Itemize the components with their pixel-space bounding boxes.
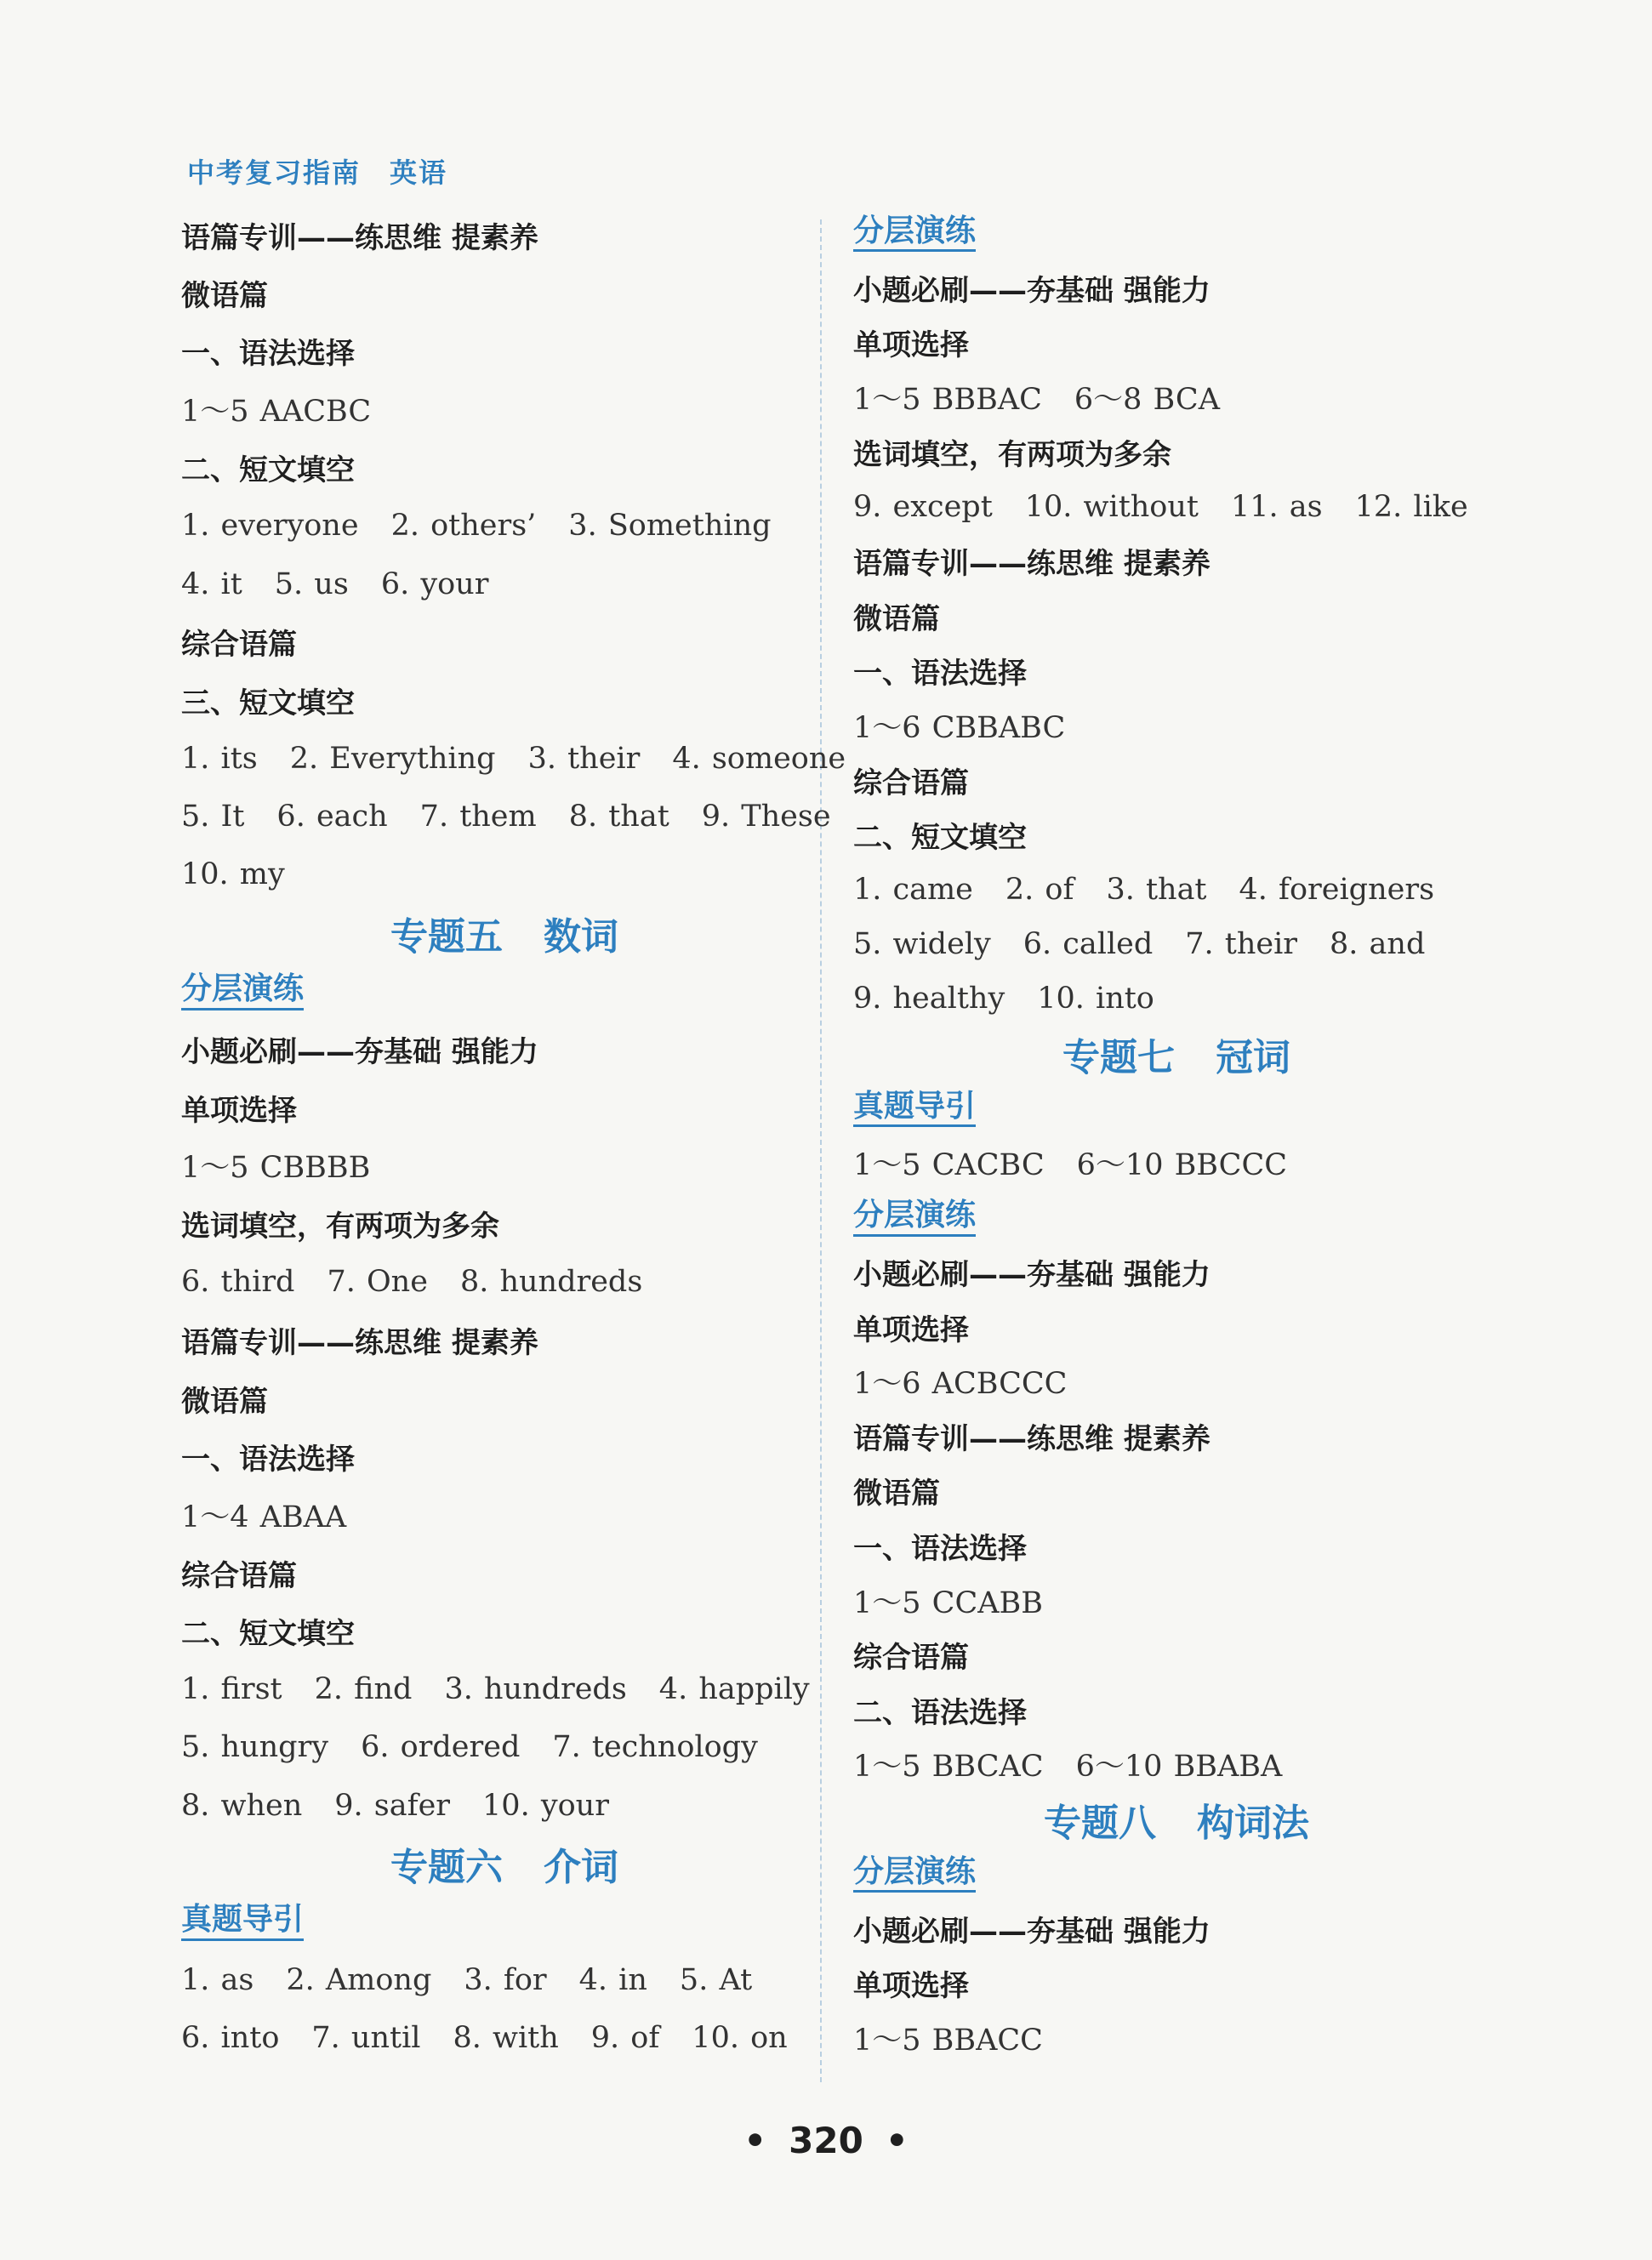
- answer-item: 9. except: [853, 489, 993, 524]
- heading-text: 小题必刷——夯基础 强能力: [853, 273, 1211, 308]
- heading-text: 综合语篇: [853, 766, 969, 800]
- answer-item: 1～5 AACBC: [181, 395, 372, 430]
- section-heading: [181, 1544, 828, 1602]
- answer-line: [853, 917, 1500, 971]
- tag-text: 分层演练: [853, 1198, 976, 1237]
- footer-dot-left: •: [743, 2120, 767, 2161]
- answer-line: [181, 555, 828, 612]
- section-heading: [853, 316, 1500, 370]
- answer-item: 1～6 CBBABC: [853, 710, 1066, 745]
- answer-item: 2. find: [314, 1671, 413, 1706]
- answer-line: [181, 1253, 828, 1311]
- answer-item: 2. of: [1005, 872, 1074, 907]
- answer-item: 6. into: [181, 2021, 280, 2056]
- answer-line: [853, 479, 1500, 533]
- page-footer: [0, 2120, 1652, 2161]
- section-heading: [181, 264, 828, 322]
- section-heading: [181, 1369, 828, 1427]
- heading-text: 语篇专训——练思维 提素养: [181, 1326, 538, 1361]
- section-heading: [853, 534, 1500, 589]
- heading-text: 语篇专训——练思维 提素养: [853, 547, 1211, 582]
- book-title: 中考复习指南: [187, 157, 362, 189]
- answer-item: 5. It: [181, 800, 245, 834]
- heading-text: 综合语篇: [181, 628, 297, 663]
- answer-item: 1. first: [181, 1671, 282, 1706]
- section-heading: [853, 424, 1500, 479]
- answer-item: 7. their: [1185, 927, 1298, 961]
- answer-line: [853, 971, 1500, 1026]
- answer-item: 6. called: [1023, 927, 1154, 961]
- answer-line: [181, 1951, 828, 2009]
- heading-text: 二、短文填空: [853, 820, 1027, 855]
- section-heading: [853, 260, 1500, 315]
- heading-text: 单项选择: [853, 1969, 969, 2004]
- section-heading: [853, 1518, 1500, 1573]
- answer-item: 1～5 CBBBB: [181, 1151, 371, 1186]
- heading-text: 二、短文填空: [181, 453, 355, 488]
- answer-line: [853, 2011, 1500, 2065]
- section-tag: [181, 1893, 828, 1950]
- answer-item: 6. ordered: [361, 1730, 521, 1765]
- heading-text: 一、语法选择: [853, 657, 1027, 692]
- answer-item: 4. happily: [658, 1671, 810, 1706]
- answer-item: 3. that: [1106, 872, 1207, 907]
- heading-text: 一、语法选择: [853, 1531, 1027, 1566]
- section-heading: [853, 753, 1500, 807]
- answer-item: 1. everyone: [181, 509, 359, 544]
- heading-text: 综合语篇: [181, 1558, 297, 1593]
- answer-item: 8. and: [1330, 927, 1426, 961]
- answer-line: [181, 788, 831, 845]
- section-tag: [853, 1081, 1500, 1136]
- answer-item: 8. with: [453, 2021, 559, 2056]
- topic-title: [181, 904, 828, 962]
- heading-text: 小题必刷——夯基础 强能力: [181, 1035, 538, 1070]
- heading-text: 单项选择: [853, 328, 969, 363]
- heading-text: 语篇专训——练思维 提素养: [181, 220, 538, 255]
- answer-item: 9. healthy: [853, 982, 1005, 1016]
- heading-text: 三、短文填空: [181, 686, 355, 720]
- heading-text: 综合语篇: [853, 1641, 969, 1676]
- heading-text: 微语篇: [181, 1384, 268, 1419]
- page-number: 320: [789, 2120, 863, 2161]
- section-heading: [853, 1409, 1500, 1464]
- answer-item: 1～5 BBCAC: [853, 1750, 1044, 1785]
- answer-item: 1～5 BBBAC: [853, 383, 1042, 418]
- answer-item: 8. that: [568, 800, 669, 834]
- section-heading: [181, 1427, 828, 1485]
- answer-item: 2. Among: [286, 1962, 432, 1997]
- answer-item: 6. each: [276, 800, 388, 834]
- answer-item: 9. safer: [334, 1788, 451, 1823]
- answer-item: 8. when: [181, 1788, 303, 1823]
- heading-text: 微语篇: [853, 601, 940, 636]
- tag-text: 分层演练: [181, 972, 304, 1010]
- section-heading: [853, 643, 1500, 697]
- answer-item: 5. widely: [853, 927, 991, 961]
- answer-item: 1～5 CACBC: [853, 1148, 1045, 1183]
- answer-item: 5. hungry: [181, 1730, 329, 1765]
- page-header: [187, 151, 447, 191]
- topic-name: 数词: [544, 914, 618, 959]
- answer-item: 2. Everything: [289, 741, 496, 776]
- tag-text: 真题导引: [181, 1903, 304, 1941]
- answer-item: 7. them: [419, 800, 537, 834]
- heading-text: 二、短文填空: [181, 1617, 355, 1652]
- answer-item: 9. These: [701, 800, 831, 834]
- answer-item: 1～5 BBACC: [853, 2023, 1043, 2058]
- topic-title: [853, 1792, 1500, 1847]
- section-heading: [181, 1195, 828, 1253]
- answer-item: 3. hundreds: [444, 1671, 627, 1706]
- heading-text: 单项选择: [181, 1093, 297, 1128]
- section-heading: [853, 1628, 1500, 1682]
- section-heading: [181, 1020, 828, 1078]
- answer-item: 1. its: [181, 741, 258, 776]
- heading-text: 二、语法选择: [853, 1695, 1027, 1730]
- heading-text: 语篇专训——练思维 提素养: [853, 1422, 1211, 1457]
- topic-name: 冠词: [1216, 1035, 1290, 1079]
- section-heading: [181, 206, 828, 264]
- answer-line: [853, 1354, 1500, 1409]
- answer-item: 8. hundreds: [459, 1265, 643, 1300]
- answer-line: [181, 730, 846, 788]
- heading-text: 选词填空，有两项为多余: [853, 437, 1171, 472]
- topic-number: 专题八: [1044, 1801, 1156, 1845]
- section-tag: [853, 206, 1500, 260]
- answer-item: 12. like: [1354, 489, 1468, 524]
- answer-item: 10. my: [181, 857, 285, 892]
- section-heading: [853, 589, 1500, 643]
- answer-item: 6～10 BBABA: [1075, 1750, 1283, 1785]
- answer-item: 4. foreigners: [1239, 872, 1435, 907]
- topic-number: 专题五: [390, 914, 503, 959]
- heading-text: 小题必刷——夯基础 强能力: [853, 1914, 1211, 1949]
- answer-item: 1～6 ACBCCC: [853, 1367, 1068, 1402]
- answer-item: 3. their: [527, 741, 641, 776]
- answer-item: 6～10 BBCCC: [1076, 1148, 1288, 1183]
- answer-item: 1. came: [853, 872, 973, 907]
- answer-line: [853, 698, 1500, 753]
- answer-item: 4. in: [578, 1962, 647, 1997]
- answer-item: 3. for: [464, 1962, 547, 1997]
- heading-text: 微语篇: [853, 1477, 940, 1511]
- answer-item: 5. us: [274, 566, 349, 601]
- heading-text: 单项选择: [853, 1312, 969, 1347]
- section-heading: [853, 1300, 1500, 1354]
- topic-title: [181, 1835, 828, 1893]
- tag-text: 分层演练: [853, 1855, 976, 1893]
- answer-line: [181, 380, 828, 438]
- heading-text: 一、语法选择: [181, 337, 355, 372]
- topic-name: 介词: [544, 1846, 618, 1890]
- answer-line: [181, 845, 828, 903]
- answer-item: 5. At: [679, 1962, 753, 1997]
- answer-line: [181, 1777, 828, 1835]
- section-heading: [181, 671, 828, 729]
- section-heading: [181, 1311, 828, 1369]
- answer-item: 10. without: [1024, 489, 1199, 524]
- section-heading: [181, 1079, 828, 1136]
- answer-item: 1～5 CCABB: [853, 1585, 1043, 1620]
- section-heading: [853, 1245, 1500, 1300]
- footer-dot-right: •: [885, 2120, 909, 2161]
- topic-number: 专题六: [390, 1846, 503, 1890]
- heading-text: 一、语法选择: [181, 1442, 355, 1477]
- answer-item: 1. as: [181, 1962, 254, 1997]
- section-heading: [853, 1464, 1500, 1518]
- section-heading: [853, 1956, 1500, 2011]
- tag-text: 真题导引: [853, 1090, 976, 1128]
- tag-text: 分层演练: [853, 214, 976, 253]
- answer-line: [853, 1136, 1500, 1190]
- answer-line: [181, 1660, 828, 1718]
- answer-item: 4. it: [181, 566, 242, 601]
- answer-line: [853, 862, 1500, 917]
- answer-line: [853, 1573, 1500, 1627]
- topic-title: [853, 1026, 1500, 1080]
- answer-item: 1～4 ABAA: [181, 1500, 347, 1534]
- answer-line: [181, 497, 828, 555]
- answer-item: 7. until: [311, 2021, 421, 2056]
- answer-item: 10. into: [1037, 982, 1154, 1016]
- answer-line: [181, 1136, 828, 1194]
- answer-item: 10. on: [692, 2021, 788, 2056]
- section-tag: [853, 1190, 1500, 1244]
- topic-name: 构词法: [1197, 1801, 1309, 1845]
- answer-line: [181, 2009, 828, 2067]
- section-tag: [181, 962, 828, 1020]
- answer-item: 2. others’: [390, 509, 537, 544]
- section-heading: [181, 439, 828, 497]
- section-heading: [181, 322, 828, 380]
- heading-text: 选词填空，有两项为多余: [181, 1210, 499, 1244]
- answer-item: 6. third: [181, 1265, 295, 1300]
- subject-label: 英语: [390, 157, 448, 189]
- answer-item: 7. technology: [552, 1730, 758, 1765]
- answer-item: 6～8 BCA: [1074, 383, 1220, 418]
- answer-item: 9. of: [590, 2021, 660, 2056]
- topic-number: 专题七: [1062, 1035, 1175, 1079]
- section-heading: [853, 1682, 1500, 1737]
- left-column: [181, 206, 846, 2068]
- answer-item: 11. as: [1231, 489, 1323, 524]
- answer-item: 6. your: [380, 566, 489, 601]
- answer-line: [181, 1718, 828, 1776]
- answer-item: 10. your: [482, 1788, 609, 1823]
- section-heading: [181, 1602, 828, 1659]
- answer-line: [853, 370, 1500, 424]
- heading-text: 微语篇: [181, 279, 268, 314]
- section-tag: [853, 1847, 1500, 1901]
- section-heading: [853, 807, 1500, 862]
- right-column: [853, 206, 1500, 2065]
- answer-item: 4. someone: [672, 741, 846, 776]
- heading-text: 小题必刷——夯基础 强能力: [853, 1258, 1211, 1293]
- answer-line: [853, 1737, 1500, 1791]
- answer-item: 3. Something: [568, 509, 772, 544]
- answer-item: 7. One: [327, 1265, 428, 1300]
- answer-line: [181, 1486, 828, 1544]
- section-heading: [181, 613, 828, 671]
- section-heading: [853, 1901, 1500, 1955]
